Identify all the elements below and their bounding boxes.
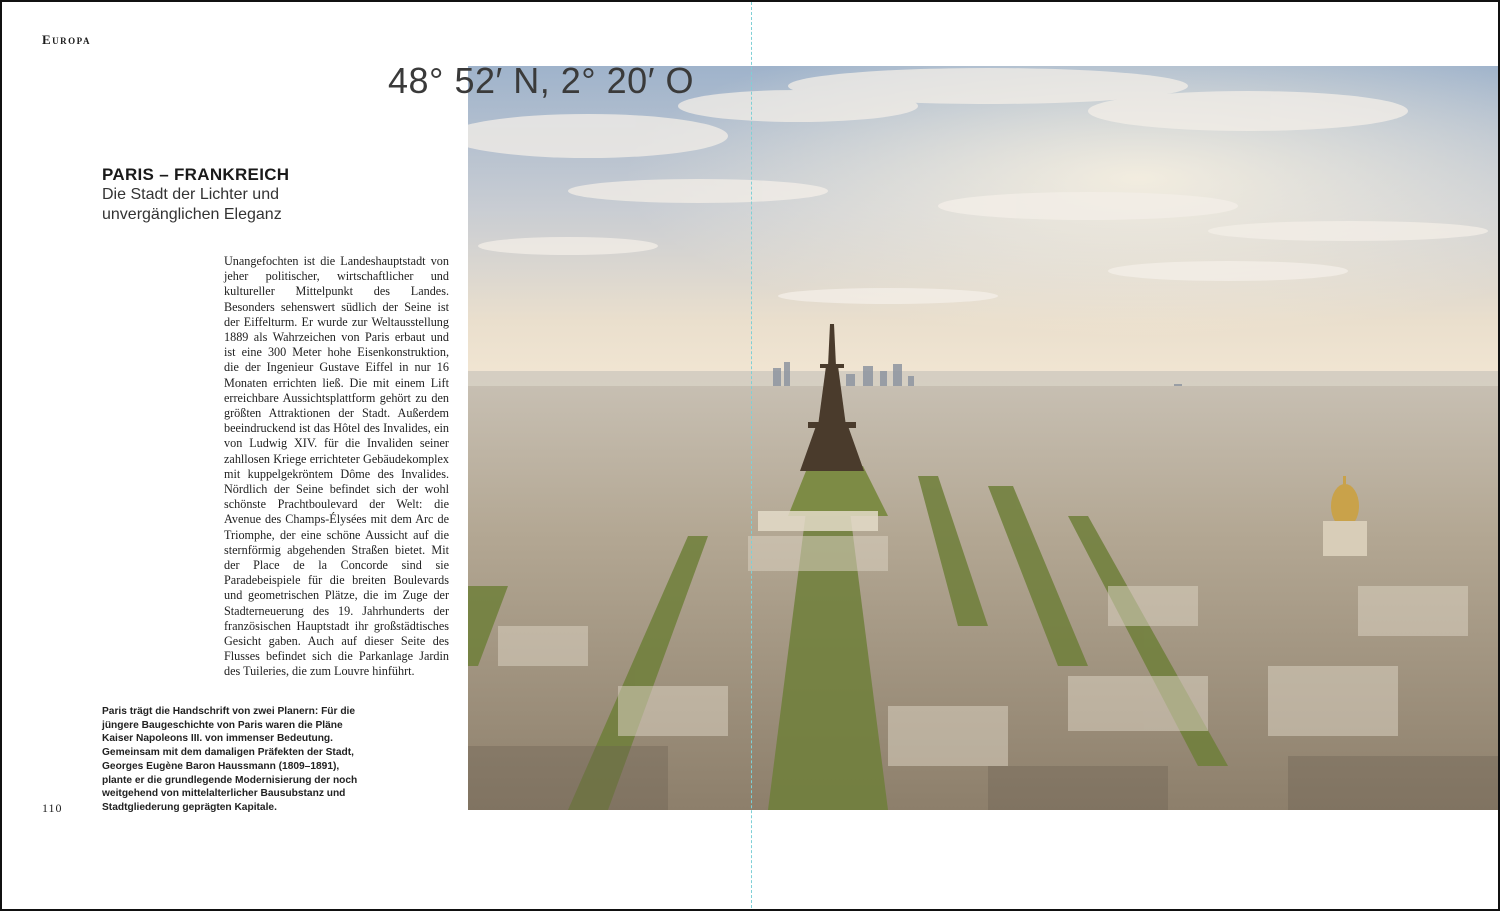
paris-aerial-photo: [468, 66, 1499, 810]
article-subtitle: Die Stadt der Lichter und unvergänglichen Eleganz: [102, 186, 282, 223]
geo-coordinates: 48° 52′ N, 2° 20′ O: [388, 60, 694, 101]
article-body: Unangefochten ist die Landeshauptstadt von jeher politischer, wirtschaftlicher und kultureller Mittelpunkt des Landes. Besonders sehenswert südlich der Seine ist der Eiffelturm. Er wurde zur Weltausstellung 1889 als Wahrzeichen von Paris erbaut und ist eine 300 Meter hohe Eisenkonstruktion, die der Ingenieur Gustave Eiffel in nur 16 Monaten errichten ließ. Die mit einem Lift erreichbare Aussichtsplattform gehört zu den größten Attraktionen der Stadt. Außerdem beeindruckend ist das Hôtel des Invalides, ein von Ludwig XIV. für die Invaliden seiner zahllosen Kriege errichteter Gebäudekomplex mit kuppelgekröntem Dôme des Invalides. Nördlich der Seine befindet sich der wohl schönste Prachtboulevard der Welt: die Avenue des Champs-Élysées mit dem Arc de Triomphe, der eine schöne Aussicht auf die sternförmig abgehenden Straßen bietet. Mit der Place de la Concorde sind sie Paradebeispiele für die breiten Boulevards und geometrischen Plätze, die im Zuge der Stadterneuerung des 19. Jahrhunderts der französischen Hauptstadt ihr großstädtisches Gesicht gaben. Auch auf dieser Seite des Flusses befindet sich die Parkanlage Jardin des Tuileries, die zum Louvre hinführt.: [224, 254, 449, 679]
article-title-block: [102, 165, 442, 225]
paris-aerial-illustration: [468, 66, 1499, 810]
gutter-guide-line: [751, 2, 752, 911]
article-title: PARIS – FRANKREICH: [102, 165, 290, 184]
section-header: Europa: [42, 32, 91, 47]
photo-caption: Paris trägt die Handschrift von zwei Planern: Für die jüngere Baugeschichte von Paris waren die Pläne Kaiser Napoleons III. von immenser Bedeutung. Gemeinsam mit dem damaligen Präfekten der Stadt, Georges Eugène Baron Haussmann (1809–1891), plante er die grundlegende Modernisierung der noch weitgehend von mittelalterlicher Bausubstanz und Stadtgliederung geprägten Kapitale.: [102, 706, 358, 813]
page-number: 110: [42, 801, 63, 815]
